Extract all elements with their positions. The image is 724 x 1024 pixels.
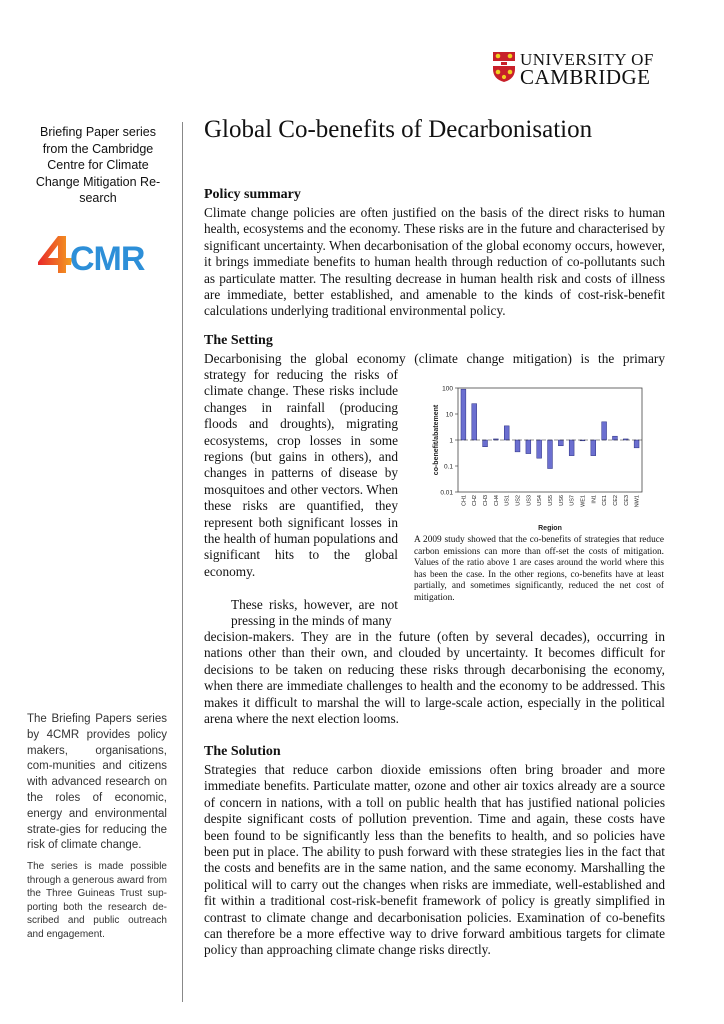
- bar-CH1: [461, 389, 466, 440]
- x-axis-label: Region: [538, 525, 562, 532]
- y-tick-label: 100: [442, 385, 453, 393]
- chart-caption: A 2009 study showed that the co-benefits of strategies that reduce carbon emissions can more than off-set the costs of mitigation. Values of the ratio above 1 are cases around the world where this has been the case. In the other regions, co-benefits have at least partially, and sometimes significantly, reduced the net cost of mitigation.: [414, 535, 664, 603]
- solution-text: Strategies that reduce carbon dioxide emissions often bring broader and more immediate benefits. Particulate matter, ozone and other air toxics already are a source of concern in nations, with a toll on public health that has justified national policies despite significant costs of pollution prevention. Time and again, these costs have been found to be significantly less than the benefits to health, and so policies have been put in place. The ability to push forward with these strategies lies in the fact that the costs and benefits are in the same nation, and the same economy. Marshalling the political will to carry out the changes when risks are immediate, well-established and fit within a traditional cost-risk-benefit framework of policy is greatly simplified in contrast to climate change and decarbonisation policies. Examination of co-benefits can therefore be a more effective way to drive forward ambitious targets for climate policy than approaching climate change risks directly.: [204, 762, 665, 958]
- category-label: US4: [537, 495, 544, 506]
- setting-intro-text: Decarbonising the global economy (climate change mitigation) is the primary: [204, 351, 665, 366]
- category-label: US1: [504, 495, 511, 506]
- policy-summary-text: Climate change policies are often justified on the basis of the direct risks to human health, ecosystems and the economy. These risks are in the future and characterised by significant uncertainty. When decarbonisation of the global economy occurs, however, it brings immediate benefits to human health through reduction of co-pollutants such as particulate matter. The resulting decrease in human health risk and costs of illness are immediate, better established, and amenable to the kinds of cost-risk-benefit calculations underlying traditional environmental policy.: [204, 205, 665, 319]
- policy-summary-heading: Policy summary: [204, 187, 301, 202]
- category-label: US3: [526, 495, 533, 506]
- cobenefit-chart: [408, 378, 666, 534]
- university-crest-icon: [492, 51, 516, 83]
- category-label: CH3: [483, 495, 490, 507]
- page-title: Global Co-benefits of Decarbonisation: [204, 116, 593, 143]
- category-label: WE1: [580, 495, 587, 507]
- category-label: US6: [558, 495, 565, 506]
- svg-text:CMR: CMR: [70, 240, 145, 276]
- bar-CH2: [472, 404, 477, 440]
- category-label: CE2: [612, 495, 619, 506]
- y-tick-label: 10: [445, 411, 453, 419]
- series-about-text: The Briefing Papers series by 4CMR provides policy makers, organisations, com-munities and citizens with advanced research on the roles of economic, energy and environmental strate-gies for reducing the risk of climate change.: [27, 713, 167, 852]
- 4cmr-logo: [36, 232, 170, 276]
- column-divider: [182, 122, 183, 1002]
- y-tick-label: 1: [449, 437, 453, 445]
- cobenefit-chart-svg: [408, 378, 666, 534]
- series-description: Briefing Paper series from the Cambridge Centre for Climate Change Mitigation Re-search: [35, 125, 161, 205]
- bar-US7: [569, 440, 574, 456]
- bar-US4: [537, 440, 542, 458]
- setting-left-text-2: These risks, however, are not pressing in the minds of many: [231, 597, 398, 629]
- category-label: CH2: [472, 495, 479, 507]
- bar-IN1: [591, 440, 596, 456]
- university-logo: [492, 50, 662, 90]
- bar-US3: [526, 440, 531, 454]
- bar-CE1: [602, 422, 607, 440]
- setting-left-text: strategy for reducing the risks of climate change. These risks include changes in rainfall (producing floods and droughts), migrating ecosystems, crop losses in some regions (but gains in others), and changes in patterns of disease by mosquitoes and other vectors. When these risks are quantified, they represent both significant losses in the health of human populations and significant hits to the global economy.: [204, 367, 398, 579]
- bar-CH3: [483, 440, 488, 447]
- category-label: CH4: [493, 495, 500, 507]
- category-label: US2: [515, 495, 522, 506]
- 4cmr-logo-graphic: [36, 232, 170, 276]
- category-label: CE1: [602, 495, 609, 506]
- bar-NW1: [634, 440, 639, 448]
- setting-full-text: decision-makers. They are in the future (often by several decades), occurring in nations other than their own, and clouded by uncertainty. It becomes difficult for decisions to be taken on reducing these risks through decarbonising the economy, when there are immediate challenges to health and the economy to be addressed. This makes it difficult to marshal the will to large-scale action, especially in the political arena where the next election looms.: [204, 629, 665, 727]
- bar-CE2: [613, 436, 618, 440]
- y-tick-label: 0.1: [443, 463, 453, 471]
- university-name-line2: CAMBRIDGE: [520, 65, 651, 89]
- bar-US2: [515, 440, 520, 452]
- university-name-line1: UNIVERSITY OF: [520, 50, 654, 69]
- category-label: US5: [548, 495, 554, 506]
- category-label: US7: [569, 495, 576, 506]
- setting-heading: The Setting: [204, 333, 273, 348]
- solution-heading: The Solution: [204, 744, 281, 759]
- y-tick-label: 0.01: [440, 489, 453, 497]
- category-label: IN1: [591, 495, 598, 504]
- category-label: NW1: [634, 495, 641, 508]
- series-funding-text: The series is made possible through a generous award from the Three Guineas Trust sup-porting both the research de-scribed and public outreach and engagement.: [27, 861, 167, 940]
- bar-US6: [558, 440, 563, 446]
- bar-US1: [504, 426, 509, 440]
- category-label: CH1: [461, 495, 468, 507]
- bar-US5: [548, 440, 553, 469]
- y-axis-label: co-benefit/abatement: [433, 404, 440, 476]
- category-label: CE3: [623, 495, 630, 506]
